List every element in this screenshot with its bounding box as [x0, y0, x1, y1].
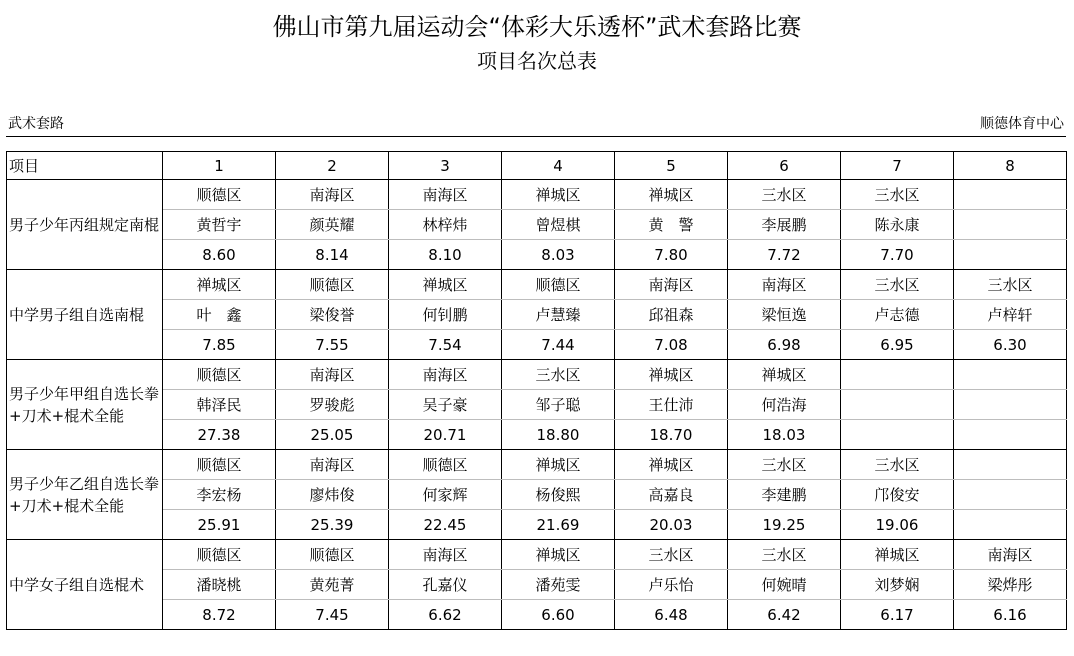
unit-cell: 南海区: [276, 450, 389, 480]
event-score-row: [7, 330, 1067, 360]
unit-cell: 禅城区: [615, 450, 728, 480]
score-cell: 6.48: [615, 600, 728, 630]
athlete-cell: 林梓炜: [389, 210, 502, 240]
athlete-cell: 曾煜棋: [502, 210, 615, 240]
athlete-cell: 梁俊誉: [276, 300, 389, 330]
unit-cell: 三水区: [841, 180, 954, 210]
unit-cell: 三水区: [841, 450, 954, 480]
score-cell: 6.30: [954, 330, 1067, 360]
score-cell: 7.45: [276, 600, 389, 630]
score-cell: 7.85: [163, 330, 276, 360]
score-cell: 21.69: [502, 510, 615, 540]
unit-cell: 顺德区: [163, 360, 276, 390]
score-cell: 25.39: [276, 510, 389, 540]
athlete-cell: 颜英耀: [276, 210, 389, 240]
athlete-cell: 卢梓轩: [954, 300, 1067, 330]
athlete-cell: 邱祖森: [615, 300, 728, 330]
unit-cell: 顺德区: [389, 450, 502, 480]
table-header-row: [7, 152, 1067, 180]
athlete-cell: 卢慧臻: [502, 300, 615, 330]
unit-cell: 禅城区: [502, 540, 615, 570]
score-cell: 7.55: [276, 330, 389, 360]
unit-cell: 南海区: [276, 360, 389, 390]
athlete-cell: 卢志德: [841, 300, 954, 330]
score-cell: [954, 420, 1067, 450]
athlete-cell: 高嘉良: [615, 480, 728, 510]
unit-cell: 禅城区: [615, 180, 728, 210]
score-cell: 25.05: [276, 420, 389, 450]
athlete-cell: 孔嘉仪: [389, 570, 502, 600]
header-rank: 5: [615, 152, 728, 180]
score-cell: 6.60: [502, 600, 615, 630]
header-rank: 8: [954, 152, 1067, 180]
unit-cell: 南海区: [389, 360, 502, 390]
athlete-cell: 潘晓桃: [163, 570, 276, 600]
score-cell: 20.03: [615, 510, 728, 540]
header-event: 项目: [7, 152, 163, 180]
athlete-cell: 杨俊熙: [502, 480, 615, 510]
unit-cell: 三水区: [841, 270, 954, 300]
unit-cell: [954, 360, 1067, 390]
score-cell: 6.17: [841, 600, 954, 630]
athlete-cell: 王仕沛: [615, 390, 728, 420]
score-cell: 7.08: [615, 330, 728, 360]
unit-cell: 顺德区: [276, 270, 389, 300]
event-athlete-row: [7, 210, 1067, 240]
score-cell: 7.80: [615, 240, 728, 270]
score-cell: 8.03: [502, 240, 615, 270]
athlete-cell: 黄苑菁: [276, 570, 389, 600]
unit-cell: 三水区: [954, 270, 1067, 300]
unit-cell: 禅城区: [841, 540, 954, 570]
event-name: 男子少年丙组规定南棍: [7, 180, 163, 270]
score-cell: 7.72: [728, 240, 841, 270]
header-divider: [6, 136, 1066, 137]
competition-category: 武术套路: [8, 116, 64, 132]
athlete-cell: 李展鹏: [728, 210, 841, 240]
athlete-cell: [954, 480, 1067, 510]
athlete-cell: 邝俊安: [841, 480, 954, 510]
score-cell: 19.06: [841, 510, 954, 540]
unit-cell: 南海区: [276, 180, 389, 210]
athlete-cell: [954, 390, 1067, 420]
score-cell: 6.16: [954, 600, 1067, 630]
score-cell: 8.10: [389, 240, 502, 270]
event-name: 男子少年甲组自选长拳+刀术+棍术全能: [7, 360, 163, 450]
event-unit-row: [7, 360, 1067, 390]
unit-cell: 南海区: [615, 270, 728, 300]
header-rank: 3: [389, 152, 502, 180]
athlete-cell: 何浩海: [728, 390, 841, 420]
unit-cell: 禅城区: [389, 270, 502, 300]
unit-cell: [841, 360, 954, 390]
score-cell: 6.62: [389, 600, 502, 630]
score-cell: 8.72: [163, 600, 276, 630]
unit-cell: 三水区: [728, 180, 841, 210]
unit-cell: 三水区: [502, 360, 615, 390]
score-cell: 6.98: [728, 330, 841, 360]
header-rank: 7: [841, 152, 954, 180]
score-cell: 18.03: [728, 420, 841, 450]
athlete-cell: 何婉晴: [728, 570, 841, 600]
unit-cell: 禅城区: [163, 270, 276, 300]
score-cell: 19.25: [728, 510, 841, 540]
athlete-cell: [841, 390, 954, 420]
athlete-cell: 黄 警: [615, 210, 728, 240]
unit-cell: 禅城区: [615, 360, 728, 390]
score-cell: 6.95: [841, 330, 954, 360]
score-cell: 7.44: [502, 330, 615, 360]
event-unit-row: [7, 450, 1067, 480]
score-cell: 7.70: [841, 240, 954, 270]
score-cell: 18.70: [615, 420, 728, 450]
header-rank: 4: [502, 152, 615, 180]
unit-cell: [954, 180, 1067, 210]
event-athlete-row: [7, 480, 1067, 510]
event-athlete-row: [7, 300, 1067, 330]
athlete-cell: 吴子豪: [389, 390, 502, 420]
event-unit-row: [7, 540, 1067, 570]
athlete-cell: 李宏杨: [163, 480, 276, 510]
header-rank: 1: [163, 152, 276, 180]
unit-cell: 禅城区: [502, 180, 615, 210]
athlete-cell: 李建鹏: [728, 480, 841, 510]
athlete-cell: 梁烨彤: [954, 570, 1067, 600]
unit-cell: 南海区: [389, 540, 502, 570]
event-name: 中学女子组自选棍术: [7, 540, 163, 630]
unit-cell: 南海区: [954, 540, 1067, 570]
unit-cell: 顺德区: [163, 180, 276, 210]
header-rank: 2: [276, 152, 389, 180]
score-cell: [954, 510, 1067, 540]
score-cell: [841, 420, 954, 450]
unit-cell: 顺德区: [502, 270, 615, 300]
unit-cell: 顺德区: [163, 450, 276, 480]
event-score-row: [7, 600, 1067, 630]
event-name: 中学男子组自选南棍: [7, 270, 163, 360]
event-score-row: [7, 420, 1067, 450]
unit-cell: 三水区: [728, 450, 841, 480]
results-table: [6, 151, 1067, 630]
athlete-cell: 何家辉: [389, 480, 502, 510]
unit-cell: [954, 450, 1067, 480]
unit-cell: 禅城区: [502, 450, 615, 480]
score-cell: 20.71: [389, 420, 502, 450]
athlete-cell: 刘梦娴: [841, 570, 954, 600]
score-cell: 6.42: [728, 600, 841, 630]
athlete-cell: 潘苑雯: [502, 570, 615, 600]
score-cell: [954, 240, 1067, 270]
page-subtitle: 项目名次总表: [477, 49, 597, 73]
event-unit-row: [7, 180, 1067, 210]
unit-cell: 三水区: [615, 540, 728, 570]
score-cell: 27.38: [163, 420, 276, 450]
header-rank: 6: [728, 152, 841, 180]
athlete-cell: 廖炜俊: [276, 480, 389, 510]
athlete-cell: [954, 210, 1067, 240]
score-cell: 18.80: [502, 420, 615, 450]
athlete-cell: 邹子聪: [502, 390, 615, 420]
unit-cell: 禅城区: [728, 360, 841, 390]
page-title: 佛山市第九届运动会“体彩大乐透杯”武术套路比赛: [272, 13, 802, 41]
athlete-cell: 卢乐怡: [615, 570, 728, 600]
results-table-body: [7, 152, 1067, 630]
unit-cell: 顺德区: [163, 540, 276, 570]
score-cell: 22.45: [389, 510, 502, 540]
unit-cell: 三水区: [728, 540, 841, 570]
event-athlete-row: [7, 390, 1067, 420]
athlete-cell: 韩泽民: [163, 390, 276, 420]
athlete-cell: 陈永康: [841, 210, 954, 240]
unit-cell: 顺德区: [276, 540, 389, 570]
unit-cell: 南海区: [389, 180, 502, 210]
unit-cell: 南海区: [728, 270, 841, 300]
event-unit-row: [7, 270, 1067, 300]
athlete-cell: 何钊鹏: [389, 300, 502, 330]
athlete-cell: 梁恒逸: [728, 300, 841, 330]
event-score-row: [7, 240, 1067, 270]
score-cell: 8.14: [276, 240, 389, 270]
event-name: 男子少年乙组自选长拳+刀术+棍术全能: [7, 450, 163, 540]
score-cell: 25.91: [163, 510, 276, 540]
score-cell: 8.60: [163, 240, 276, 270]
event-athlete-row: [7, 570, 1067, 600]
venue-name: 顺德体育中心: [980, 116, 1064, 132]
event-score-row: [7, 510, 1067, 540]
athlete-cell: 罗骏彪: [276, 390, 389, 420]
score-cell: 7.54: [389, 330, 502, 360]
athlete-cell: 黄哲宇: [163, 210, 276, 240]
athlete-cell: 叶 鑫: [163, 300, 276, 330]
